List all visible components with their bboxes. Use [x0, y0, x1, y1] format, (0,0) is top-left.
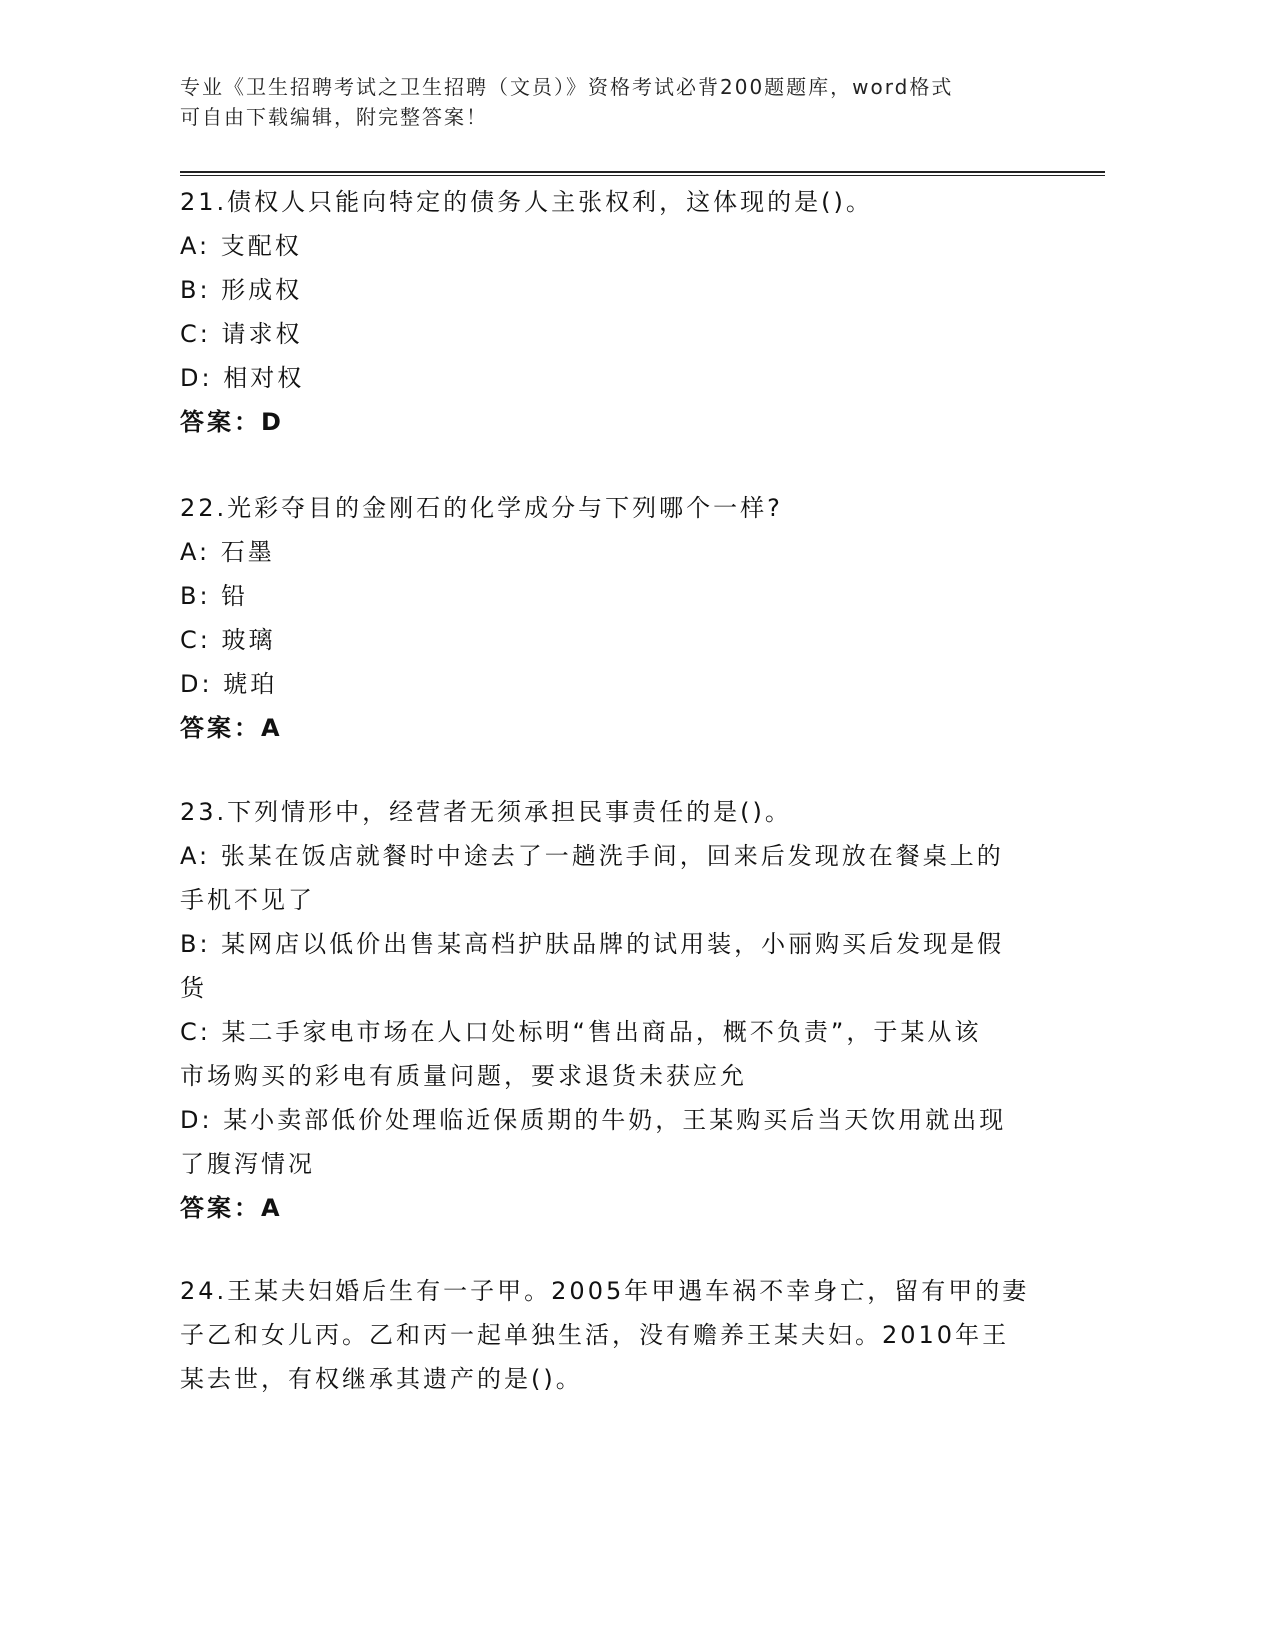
header-divider [180, 171, 1105, 173]
option-d: D: 某小卖部低价处理临近保质期的牛奶，王某购买后当天饮用就出现 [180, 1106, 1007, 1134]
option-c-cont: 市场购买的彩电有质量问题，要求退货未获应允 [180, 1062, 747, 1090]
question-24 [180, 1269, 1029, 1401]
option-c: C: 请求权 [180, 320, 303, 348]
question-stem: 21.债权人只能向特定的债务人主张权利，这体现的是()。 [180, 188, 873, 216]
option-c: C: 某二手家电市场在人口处标明“售出商品，概不负责”，于某从该 [180, 1018, 982, 1046]
document-header [180, 72, 953, 132]
option-a-cont: 手机不见了 [180, 886, 315, 914]
option-b: B: 铅 [180, 582, 249, 610]
option-c: C: 玻璃 [180, 626, 276, 654]
question-stem: 24.王某夫妇婚后生有一子甲。2005年甲遇车祸不幸身亡，留有甲的妻 [180, 1277, 1030, 1305]
option-d-cont: 了腹泻情况 [180, 1150, 315, 1178]
header-line: 可自由下载编辑，附完整答案！ [180, 105, 488, 129]
option-b: B: 形成权 [180, 276, 303, 304]
header-divider [180, 175, 1105, 176]
question-21 [180, 180, 873, 444]
header-line: 专业《卫生招聘考试之卫生招聘（文员）》资格考试必背200题题库，word格式 [180, 75, 954, 99]
option-b: B: 某网店以低价出售某高档护肤品牌的试用装，小丽购买后发现是假 [180, 930, 1005, 958]
option-b-cont: 货 [180, 974, 207, 1002]
question-stem: 22.光彩夺目的金刚石的化学成分与下列哪个一样? [180, 494, 783, 522]
answer: 答案：D [180, 408, 284, 436]
option-d: D: 相对权 [180, 364, 305, 392]
question-stem-cont: 某去世，有权继承其遗产的是()。 [180, 1365, 583, 1393]
option-a: A: 支配权 [180, 232, 302, 260]
option-a: A: 石墨 [180, 538, 275, 566]
option-a: A: 张某在饭店就餐时中途去了一趟洗手间，回来后发现放在餐桌上的 [180, 842, 1004, 870]
question-stem-cont: 子乙和女儿丙。乙和丙一起单独生活，没有赡养王某夫妇。2010年王 [180, 1321, 1010, 1349]
answer: 答案：A [180, 1194, 283, 1222]
option-d: D: 琥珀 [180, 670, 278, 698]
question-stem: 23.下列情形中，经营者无须承担民事责任的是()。 [180, 798, 792, 826]
question-22 [180, 486, 783, 750]
answer: 答案：A [180, 714, 283, 742]
question-23 [180, 790, 1006, 1230]
